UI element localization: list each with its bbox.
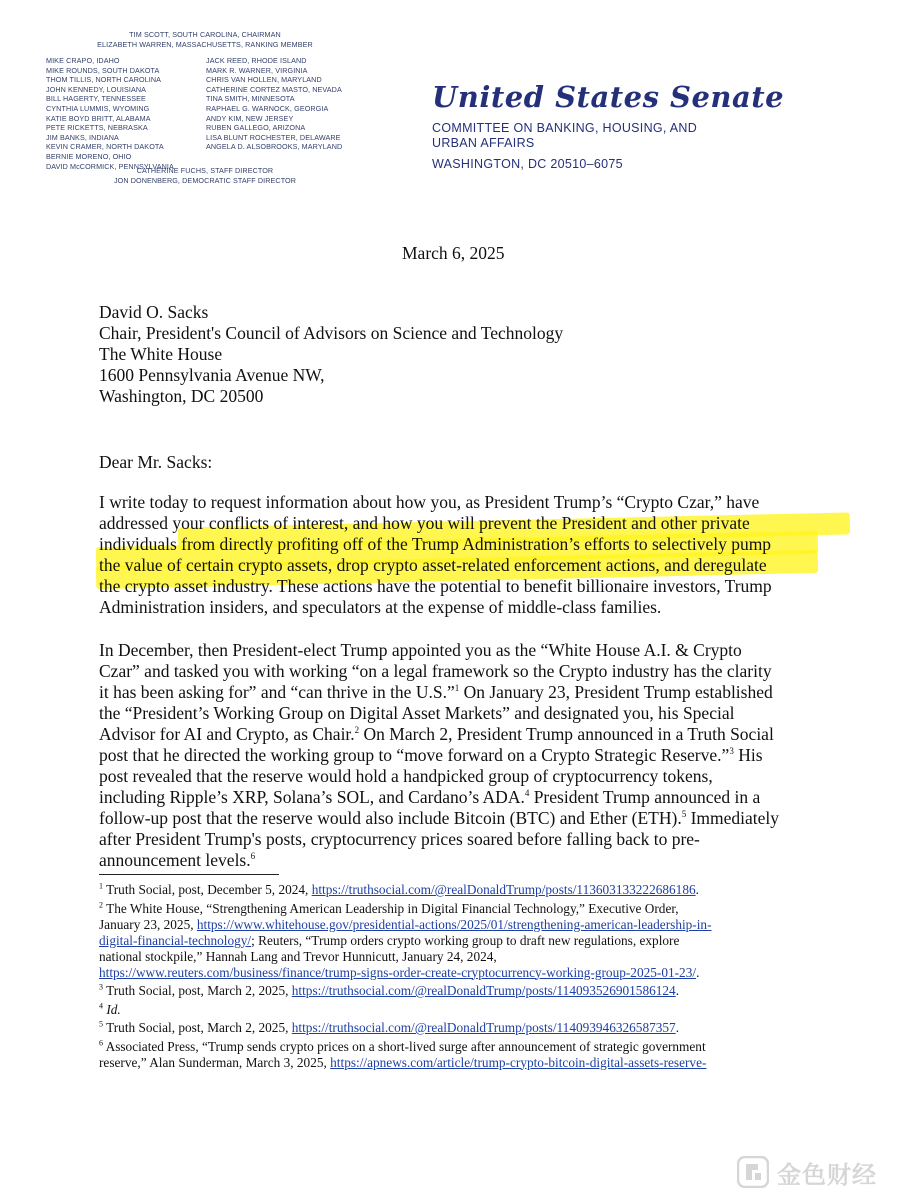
member-name: TINA SMITH, MINNESOTA [206, 94, 295, 104]
paragraph-line: addressed your conflicts of interest, and how you will prevent the President and other private [99, 513, 750, 533]
member-name: JACK REED, RHODE ISLAND [206, 56, 307, 65]
footnote-text: . [696, 964, 700, 980]
line-text: Immediately [686, 808, 780, 828]
member-name: THOM TILLIS, NORTH CAROLINA [46, 75, 162, 85]
committee-name-line1: COMMITTEE ON BANKING, HOUSING, AND [432, 121, 698, 135]
democratic-staff-director-name: JON DONENBERG, DEMOCRATIC STAFF DIRECTOR [113, 175, 297, 185]
committee-name-line2: URBAN AFFAIRS [432, 136, 535, 150]
footnote-link[interactable]: https://truthsocial.com/@realDonaldTrump/posts/113603133222686186 [311, 882, 696, 897]
letter-date: March 6, 2025 [402, 243, 505, 263]
watermark [737, 1152, 897, 1192]
footnote-text: . [675, 1020, 680, 1035]
paragraph-line: the crypto asset industry. These actions have the potential to benefit billionaire investors, Trump [99, 576, 772, 596]
watermark-text: 金色财经 [777, 1160, 877, 1189]
footnote-number: 3 [99, 982, 103, 992]
line-text: it has been asking for” and “can thrive in the U.S.” [99, 682, 455, 702]
member-name: CYNTHIA LUMMIS, WYOMING [46, 103, 150, 113]
committee-address: WASHINGTON, DC 20510–6075 [432, 157, 623, 171]
footnote-4 [99, 1002, 819, 1018]
footnote-3 [99, 983, 819, 999]
recipient-line: David O. Sacks [99, 302, 209, 322]
majority-members-list [46, 56, 226, 171]
paragraph-background [99, 640, 819, 871]
footnote-5 [99, 1020, 819, 1036]
footnote-text: The White House, “Strengthening American Leadership in Digital Financial Technology,” Executive Order, [106, 900, 679, 916]
chairman-name: TIM SCOTT, SOUTH CAROLINA, CHAIRMAN [129, 30, 281, 39]
footnote-text: Truth Social, post, March 2, 2025, [106, 983, 292, 998]
member-name: RUBEN GALLEGO, ARIZONA [206, 123, 306, 133]
paragraph-line [99, 745, 819, 766]
footnote-text: Truth Social, post, March 2, 2025, [106, 1020, 292, 1035]
member-name: DAVID McCORMICK, PENNSYLVANIA [46, 161, 174, 171]
footnote-text: January 23, 2025, [99, 916, 197, 932]
recipient-line: Chair, President's Council of Advisors on Science and Technology [99, 323, 564, 343]
footnote-text: reserve,” Alan Sunderman, March 3, 2025, [99, 1054, 331, 1070]
footnote-link[interactable]: digital-financial-technology/ [99, 932, 252, 948]
footnote-number: 2 [99, 900, 103, 910]
paragraph-line: the “President’s Working Group on Digital Asset Markets” and designated you, his Special [99, 703, 735, 723]
member-name: KEVIN CRAMER, NORTH DAKOTA [46, 142, 164, 152]
paragraph-line [99, 850, 819, 871]
footnote-ref[interactable]: 5 [681, 809, 687, 820]
paragraph-line [99, 787, 819, 808]
line-text: follow-up post that the reserve would also include Bitcoin (BTC) and Ether (ETH). [99, 808, 682, 828]
recipient-line: The White House [99, 344, 223, 364]
letterhead [0, 0, 917, 200]
member-name: MIKE ROUNDS, SOUTH DAKOTA [46, 65, 160, 75]
member-name: PETE RICKETTS, NEBRASKA [46, 123, 148, 133]
footnote-link[interactable]: https://www.whitehouse.gov/presidential-actions/2025/01/strengthening-american-leadership-in- [196, 916, 712, 932]
paragraph-line: Administration insiders, and speculators at the expense of middle-class families. [99, 597, 662, 617]
footnote-text: . [675, 983, 680, 998]
footnote-text: Truth Social, post, December 5, 2024, [106, 882, 312, 897]
footnote-text: . [695, 882, 699, 897]
member-name: BERNIE MORENO, OHIO [46, 151, 132, 161]
member-name: CATHERINE CORTEZ MASTO, NEVADA [206, 84, 342, 94]
footnote-ref[interactable]: 6 [250, 851, 256, 862]
paragraph-line: the value of certain crypto assets, drop crypto asset-related enforcement actions, and deregulate [99, 555, 767, 575]
paragraph-line: I write today to request information about how you, as President Trump’s “Crypto Czar,” have [99, 492, 760, 512]
footnote-text: national stockpile,” Hannah Lang and Trevor Hunnicutt, January 24, 2024, [99, 948, 497, 964]
member-name: CHRIS VAN HOLLEN, MARYLAND [206, 75, 322, 85]
paragraph-line: after President Trump's posts, cryptocurrency prices soared before falling back to pre- [99, 829, 700, 849]
footnote-link[interactable]: https://apnews.com/article/trump-crypto-bitcoin-digital-assets-reserve- [330, 1054, 707, 1070]
staff-directors [60, 166, 350, 185]
footnote-1 [99, 882, 819, 898]
member-name: BILL HAGERTY, TENNESSEE [46, 94, 146, 104]
footnote-link[interactable]: https://truthsocial.com/@realDonaldTrump/posts/114093526901586124 [291, 983, 676, 998]
line-text: President Trump announced in a [529, 787, 761, 807]
ranking-member-name: ELIZABETH WARREN, MASSACHUSETTS, RANKING MEMBER [97, 39, 313, 49]
chair-block [60, 30, 350, 49]
recipient-line: Washington, DC 20500 [99, 386, 264, 406]
line-text: Advisor for AI and Crypto, as Chair. [99, 724, 355, 744]
committee-info [432, 121, 712, 172]
paragraph-line: individuals from directly profiting off of the Trump Administration’s efforts to selectively pump [99, 534, 772, 554]
member-name: KATIE BOYD BRITT, ALABAMA [46, 113, 151, 123]
paragraph-line: In December, then President-elect Trump appointed you as the “White House A.I. & Crypto [99, 640, 742, 660]
footnote-separator [99, 874, 279, 875]
senate-title: United States Senate [432, 80, 785, 114]
member-name: ANDY KIM, NEW JERSEY [206, 113, 294, 123]
recipient-address [99, 302, 563, 407]
line-text: post that he directed the working group to “move forward on a Crypto Strategic Reserve.” [99, 745, 730, 765]
footnote-text: ; Reuters, “Trump orders crypto working group to draft new regulations, explore [251, 932, 680, 948]
member-name: JOHN KENNEDY, LOUISIANA [46, 84, 147, 94]
line-text: On March 2, President Trump announced in a Truth Social [359, 724, 774, 744]
member-name: LISA BLUNT ROCHESTER, DELAWARE [206, 132, 341, 142]
paragraph-line [99, 682, 819, 703]
footnote-number: 4 [99, 1001, 103, 1011]
line-text: On January 23, President Trump established [459, 682, 773, 702]
recipient-line: 1600 Pennsylvania Avenue NW, [99, 365, 325, 385]
paragraph-line: Czar” and tasked you with working “on a legal framework so the Crypto industry has the clarity [99, 661, 772, 681]
footnote-link[interactable]: https://truthsocial.com/@realDonaldTrump/posts/114093946326587357 [291, 1020, 676, 1035]
footnote-ref[interactable]: 4 [524, 788, 530, 799]
staff-director-name: CATHERINE FUCHS, STAFF DIRECTOR [136, 166, 274, 175]
footnote-number: 6 [99, 1038, 103, 1048]
paragraph-line [99, 724, 819, 745]
footnote-number: 5 [99, 1019, 103, 1029]
footnote-2 [99, 901, 819, 981]
member-name: JIM BANKS, INDIANA [46, 132, 119, 142]
line-text: His [733, 745, 763, 765]
salutation: Dear Mr. Sacks: [99, 452, 213, 472]
member-name: MARK R. WARNER, VIRGINIA [206, 65, 308, 75]
member-name: MIKE CRAPO, IDAHO [46, 56, 120, 65]
line-text: announcement levels. [99, 850, 251, 870]
member-name: ANGELA D. ALSOBROOKS, MARYLAND [206, 142, 343, 152]
minority-members-list [206, 56, 376, 152]
footnotes [99, 882, 819, 1073]
footnote-ref[interactable]: 1 [454, 683, 460, 694]
footnote-link[interactable]: https://www.reuters.com/business/finance/trump-signs-order-create-cryptocurrency-working-group-2025-01-23/ [99, 964, 697, 980]
jinse-logo-icon [737, 1156, 769, 1188]
member-name: RAPHAEL G. WARNOCK, GEORGIA [206, 103, 329, 113]
footnote-ref[interactable]: 2 [354, 725, 360, 736]
footnote-6 [99, 1039, 819, 1071]
paragraph-line [99, 808, 819, 829]
footnote-number: 1 [99, 881, 103, 891]
footnote-ref[interactable]: 3 [729, 746, 734, 757]
paragraph-line: post revealed that the reserve would hold a handpicked group of cryptocurrency tokens, [99, 766, 713, 786]
paragraph-intro [99, 492, 819, 618]
footnote-text: Associated Press, “Trump sends crypto prices on a short-lived surge after announcement of strategic government [105, 1038, 706, 1054]
line-text: including Ripple’s XRP, Solana’s SOL, and Cardano’s ADA. [99, 787, 525, 807]
footnote-text: Id. [106, 1001, 121, 1017]
